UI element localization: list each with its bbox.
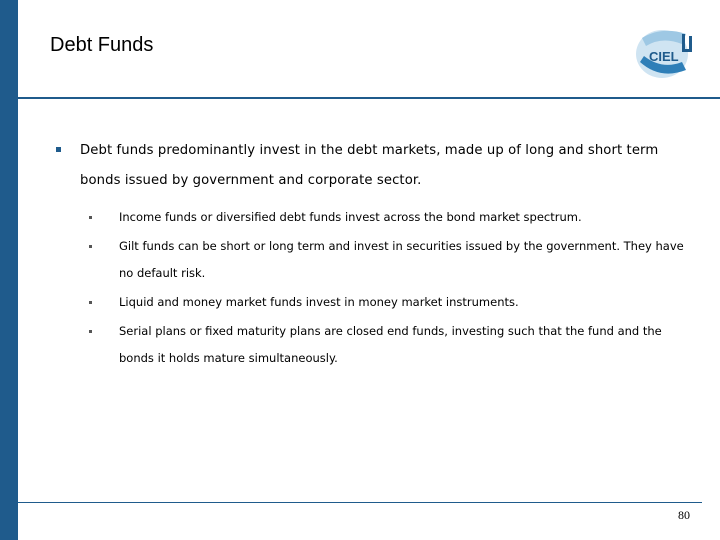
main-bullet-text: Debt funds predominantly invest in the debt markets, made up of long and short term bonds issued by government and corporate sector.	[80, 143, 659, 188]
sub-bullet-list	[52, 204, 692, 372]
page-number: 80	[678, 508, 690, 522]
sub-bullet-text: Gilt funds can be short or long term and invest in securities issued by the government. They have no default risk.	[119, 239, 684, 280]
left-accent-bar	[0, 0, 18, 540]
sub-bullet-text: Serial plans or fixed maturity plans are closed end funds, investing such that the fund and the bonds it holds mature simultaneously.	[119, 324, 662, 365]
slide-title: Debt Funds	[50, 34, 154, 56]
square-bullet-icon	[89, 245, 92, 248]
square-bullet-icon	[89, 301, 92, 304]
slide-content	[52, 136, 692, 374]
sub-bullet-serial	[52, 318, 692, 372]
main-bullet	[52, 136, 692, 196]
sub-bullet-gilt	[52, 233, 692, 287]
square-bullet-icon	[89, 216, 92, 219]
sub-bullet-text: Liquid and money market funds invest in money market instruments.	[119, 295, 519, 309]
logo-text: CIEL	[649, 49, 679, 64]
square-bullet-icon	[56, 147, 61, 152]
footer-divider	[18, 502, 702, 503]
header-divider	[18, 97, 720, 99]
sub-bullet-income	[52, 204, 692, 231]
square-bullet-icon	[89, 330, 92, 333]
ciel-logo-icon	[632, 22, 698, 82]
sub-bullet-text: Income funds or diversified debt funds invest across the bond market spectrum.	[119, 210, 582, 224]
sub-bullet-liquid	[52, 289, 692, 316]
